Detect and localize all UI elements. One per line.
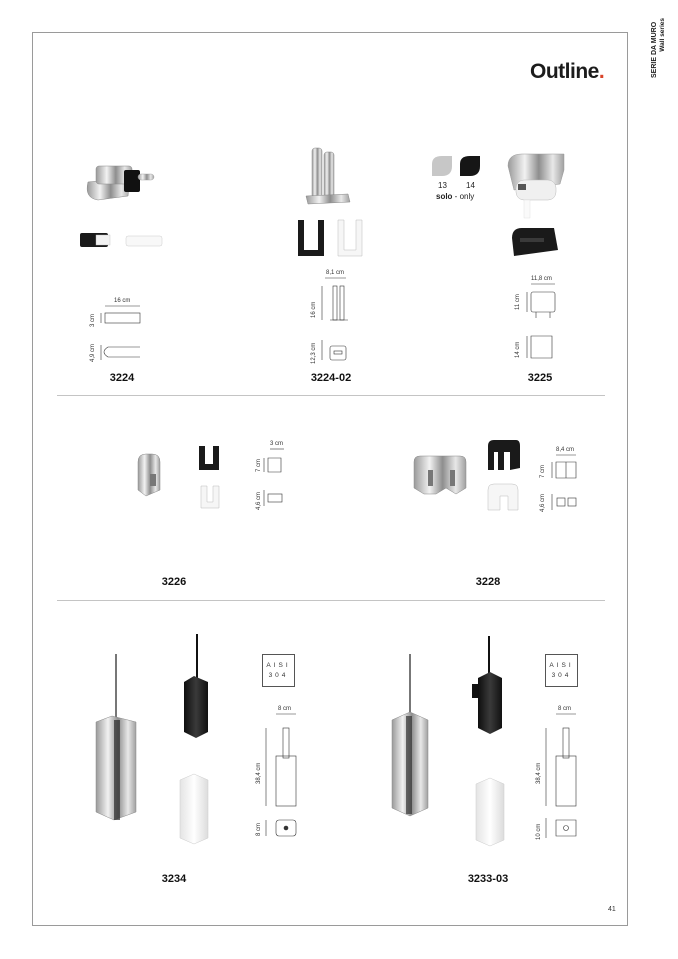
product-code-3228: 3228 [475,576,501,588]
aisi-badge-3233-03 [545,654,578,687]
drawing-3224-02 [322,278,348,360]
dim-3224-02-depth: 12,3 cm [311,342,317,364]
color-swatch-13 [432,156,452,176]
series-subtitle: Wall series [659,18,666,52]
drawing-3226 [264,449,284,506]
dim-3228-depth: 4,6 cm [540,493,546,512]
dim-3225-height: 11 cm [515,294,521,310]
product-3233-03-chrome [392,654,428,816]
drawing-3225 [527,284,555,358]
product-code-3224: 3224 [109,372,135,384]
dim-3226-width: 3 cm [270,441,284,447]
dim-3233-03-depth: 10 cm [536,823,542,840]
product-3224-chrome [87,166,154,200]
section-divider-2 [57,600,605,601]
dim-3228-width: 8,4 cm [556,447,575,453]
product-code-3234: 3234 [161,873,187,885]
brand-dot: . [598,60,605,83]
product-3224-white [126,236,162,246]
solo-only-note [436,192,474,201]
dim-3234-width: 8 cm [278,706,292,712]
product-3228-black [488,440,520,470]
dim-3224-height: 3 cm [90,313,96,327]
product-3225-chrome [508,154,564,218]
product-code-3226: 3226 [161,576,187,588]
product-code-3225: 3225 [527,372,553,384]
product-3228-chrome [414,456,466,494]
dim-3228-height: 7 cm [540,464,546,478]
product-3224-02-chrome [306,148,350,204]
product-code-3224-02: 3224-02 [310,372,352,384]
series-title: SERIE DA MURO [651,21,658,78]
product-3234-black [184,634,208,738]
solo-separator: - [452,192,460,201]
dim-3234-depth: 8 cm [256,822,262,836]
product-3226-black [199,446,219,470]
only-text: only [459,192,475,201]
dim-3233-03-height: 38,4 cm [536,762,542,784]
dim-3224-width: 16 cm [114,298,131,304]
drawing-3224 [101,306,140,360]
product-3225-black [512,228,558,256]
swatch-label-14: 14 [466,181,475,190]
dim-3224-02-height: 16 cm [311,301,317,318]
product-3226-chrome [138,454,160,496]
aisi-badge-3234 [262,654,295,687]
color-swatch-14 [460,156,480,176]
brand-name: Outline [530,60,599,83]
aisi-top-3234: AISI [266,662,291,669]
product-3228-white [488,484,518,510]
dim-3225-depth: 14 cm [515,341,521,358]
product-3224-02-white [338,220,362,256]
dim-3224-02-width: 8,1 cm [326,270,345,276]
drawing-3228 [552,455,576,510]
dim-3226-height: 7 cm [256,458,262,472]
product-3234-chrome [96,654,136,820]
drawing-3233-03 [546,714,576,838]
product-code-3233-03: 3233-03 [467,873,509,885]
dim-3233-03-width: 8 cm [558,706,572,712]
product-3226-white [201,486,219,508]
page-number: 41 [608,906,616,913]
dim-3225-width: 11,8 cm [531,276,552,282]
aisi-bottom-3234: 304 [268,672,289,679]
product-3233-03-black [472,636,502,734]
aisi-bottom-3233-03: 304 [551,672,572,679]
section-divider-1 [57,395,605,396]
drawing-3234 [266,714,296,836]
product-3234-white [180,774,208,844]
product-3224-02-black [298,220,324,256]
dim-3234-height: 38,4 cm [256,762,262,784]
product-3233-03-white [476,778,504,846]
dim-3226-depth: 4,6 cm [256,491,262,510]
solo-text: solo [436,192,453,201]
product-3224-black [80,233,110,247]
swatch-label-13: 13 [438,181,447,190]
dim-3224-depth: 4,9 cm [90,343,96,362]
aisi-top-3233-03: AISI [549,662,574,669]
